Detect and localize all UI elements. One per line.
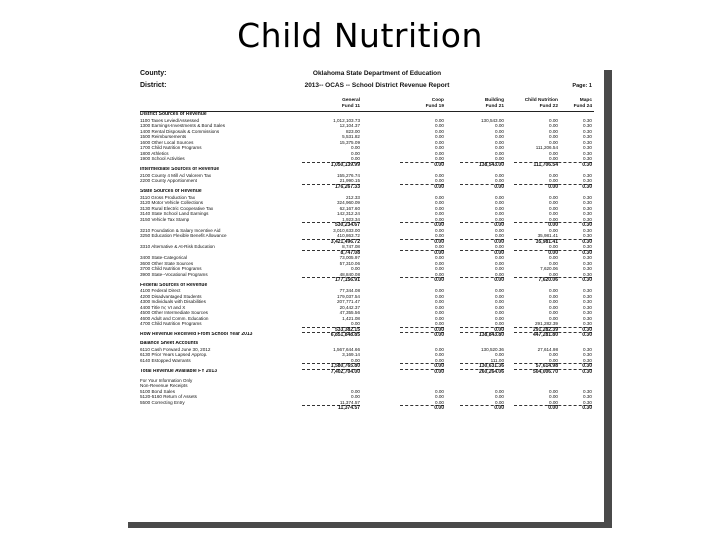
row-cell: 0.00	[435, 321, 444, 326]
row-cell: 0.00	[495, 388, 504, 394]
row-cell: 0.00	[549, 156, 558, 161]
row-cell: 0.00	[495, 233, 504, 238]
page-number: Page: 1	[572, 83, 592, 89]
row-cell: 0.00	[549, 178, 558, 183]
row-cell: 35,981.41	[514, 239, 558, 246]
row-label: 3140 State School Land Earnings	[140, 211, 209, 216]
row-label: 2200 County Apportionment	[140, 178, 197, 183]
row-label: 3210 Foundation & Salary Incentive Aid	[140, 227, 221, 233]
row-label: 1700 Child Nutrition Programs	[140, 145, 202, 150]
row-label: 5120-5160 Return of Assets	[140, 394, 197, 399]
row-cell: 0.00	[435, 310, 444, 315]
row-cell: 0.00	[435, 134, 444, 139]
row-cell: 0.00	[549, 260, 558, 266]
row-cell: 0.00	[435, 178, 444, 183]
row-cell: 0.30	[548, 369, 592, 376]
row-cell: 0.30	[548, 222, 592, 229]
row-cell: 0.00	[549, 200, 558, 205]
row-cell: 0.00	[549, 288, 558, 293]
row-label: 3900 State--Vocational Programs	[140, 271, 208, 277]
row-label: 1900 School Activities	[140, 156, 185, 161]
row-cell: 0.00	[435, 288, 444, 293]
row-cell: 0.00	[495, 255, 504, 260]
row-cell: 1,580,765.80	[302, 363, 360, 370]
column-header-coop: Coop Fund 19	[425, 98, 444, 109]
row-cell: 0.00	[549, 399, 558, 405]
row-cell: 0.30	[583, 310, 592, 315]
row-cell: 0.00	[495, 145, 504, 150]
row-cell: 0.00	[495, 266, 504, 271]
row-cell: 207,771.47	[337, 299, 360, 304]
row-cell: 0.00	[351, 145, 360, 150]
row-cell: 212.33	[345, 194, 360, 200]
row-cell: 823.00	[345, 128, 360, 134]
row-cell: 0.00	[495, 150, 504, 156]
row-cell: 0.00	[435, 200, 444, 205]
district-label: District:	[140, 82, 167, 89]
row-label: 4500 Other Intermediate Sources	[140, 310, 208, 315]
row-cell: 0.00	[495, 315, 504, 321]
row-cell: 0.30	[583, 255, 592, 260]
row-cell: 0.00	[549, 123, 558, 128]
row-cell: 0.00	[460, 184, 504, 191]
row-cell: 130,520.36	[481, 346, 504, 352]
row-label: 4300 Individuals with Disabilities	[140, 299, 206, 304]
row-cell: 0.00	[495, 310, 504, 315]
row-cell: 0.00	[351, 357, 360, 363]
row-cell: 0.00	[460, 222, 504, 229]
row-label: 2100 County 4 Mill Ad Valorem Tax	[140, 172, 212, 178]
row-label: 3120 Motor Vehicle Collections	[140, 200, 204, 205]
row-cell: 0.30	[548, 184, 592, 191]
slide-title: Child Nutrition	[237, 16, 483, 55]
row-cell: 0.00	[400, 332, 444, 339]
row-cell: 0.00	[495, 293, 504, 299]
row-cell: 142,312.24	[337, 211, 360, 216]
row-cell: 0.00	[435, 352, 444, 357]
row-cell: 0.00	[435, 244, 444, 249]
row-cell: 0.00	[435, 139, 444, 145]
row-label: 4600 Adult and Comm. Education	[140, 315, 209, 321]
row-cell: 0.30	[583, 321, 592, 326]
row-cell: 138,843.80	[460, 332, 504, 339]
row-cell: 533,382.15	[302, 327, 360, 334]
row-cell: 7,620.06	[514, 277, 558, 284]
row-cell: 0.00	[495, 394, 504, 399]
row-cell: 0.30	[583, 117, 592, 123]
row-label: 3150 Vehicle Tax Stamp	[140, 216, 190, 222]
row-label: Federal Sources of Revenue	[140, 282, 208, 288]
row-cell: 0.30	[548, 239, 592, 246]
row-cell: 57,614.98	[514, 363, 558, 370]
row-label: 3600 Other State Sources	[140, 260, 194, 266]
row-label: For Your Information Only	[140, 377, 193, 383]
row-cell: 0.00	[435, 117, 444, 123]
row-cell: 0.00	[495, 139, 504, 145]
row-cell: 0.00	[549, 388, 558, 394]
row-label: Balance Sheet Accounts	[140, 341, 199, 346]
row-cell: 0.00	[549, 299, 558, 304]
row-cell: 0.00	[514, 184, 558, 191]
row-cell: 0.00	[400, 363, 444, 370]
row-cell: 0.00	[495, 128, 504, 134]
row-cell: 0.30	[583, 346, 592, 352]
row-cell: 0.00	[400, 162, 444, 169]
row-cell: 0.00	[435, 211, 444, 216]
row-cell: 0.00	[495, 352, 504, 357]
row-cell: 0.30	[583, 227, 592, 233]
row-cell: 0.00	[549, 352, 558, 357]
row-cell: 0.30	[583, 200, 592, 205]
row-cell: 176,267.33	[302, 184, 360, 191]
row-cell: 0.30	[583, 216, 592, 222]
row-cell: 0.00	[351, 321, 360, 326]
row-cell: 0.00	[460, 277, 504, 284]
row-cell: 0.00	[549, 139, 558, 145]
row-cell: 0.00	[400, 250, 444, 257]
row-cell: 0.30	[583, 293, 592, 299]
row-cell: 5,531.82	[342, 134, 360, 139]
row-cell: 0.30	[583, 172, 592, 178]
row-cell: 0.00	[495, 205, 504, 211]
agency-name: Oklahoma State Department of Education	[312, 70, 442, 77]
row-cell: 0.00	[549, 117, 558, 123]
row-cell: 0.00	[400, 405, 444, 412]
row-cell: 130,631.36	[460, 363, 504, 370]
row-cell: 0.30	[548, 250, 592, 257]
row-cell: 0.30	[583, 399, 592, 405]
row-cell: 0.00	[549, 310, 558, 315]
row-cell: 0.30	[583, 304, 592, 310]
row-cell: 0.00	[435, 260, 444, 266]
row-cell: 0.00	[495, 299, 504, 304]
row-label: 3400 State-Categorical	[140, 255, 187, 260]
row-cell: 447,281.80	[514, 332, 558, 339]
row-cell: 0.30	[583, 205, 592, 211]
row-cell: 0.00	[495, 134, 504, 139]
row-cell: 0.00	[460, 405, 504, 412]
row-cell: 0.00	[351, 150, 360, 156]
row-cell: 0.30	[583, 288, 592, 293]
row-cell: 0.30	[583, 233, 592, 238]
row-cell: 0.30	[583, 145, 592, 150]
row-cell: 0.00	[435, 227, 444, 233]
row-cell: 0.00	[435, 255, 444, 260]
row-cell: 0.00	[549, 227, 558, 233]
row-label: 3700 Child Nutrition Programs	[140, 266, 202, 271]
row-label: 6130 Prior Years Lapsed Approp.	[140, 352, 208, 357]
row-cell: 0.00	[549, 150, 558, 156]
row-label: 4400 Title IV, VI and X	[140, 304, 186, 310]
row-cell: 27,614.98	[537, 346, 558, 352]
row-cell: 410,863.72	[337, 233, 360, 238]
row-cell: 0.00	[435, 233, 444, 238]
row-cell: 35,981.41	[537, 233, 558, 238]
row-cell: 1,012,103.73	[333, 117, 360, 123]
row-label: Non-Revenue Receipts	[140, 383, 188, 388]
row-cell: 0.00	[400, 327, 444, 334]
row-cell: 0.00	[351, 266, 360, 271]
row-cell: 0.30	[583, 244, 592, 249]
row-cell: 0.30	[548, 405, 592, 412]
row-cell: 0.00	[495, 288, 504, 293]
row-cell: 0.00	[460, 327, 504, 334]
row-cell: 1,050,139.99	[302, 162, 360, 169]
row-cell: 0.00	[495, 200, 504, 205]
row-cell: 0.00	[435, 216, 444, 222]
row-cell: 0.00	[351, 388, 360, 394]
row-cell: 0.00	[549, 304, 558, 310]
row-cell: 504,006.70	[514, 369, 558, 376]
row-cell: 0.30	[583, 299, 592, 304]
row-cell: 12,104.37	[339, 123, 360, 128]
row-cell: 0.00	[514, 405, 558, 412]
row-cell: 111.00	[490, 357, 504, 363]
row-label: 6110 Cash Forward June 30, 2012	[140, 346, 211, 352]
row-cell: 7,402,704.00	[302, 369, 360, 376]
row-cell: 179,037.54	[337, 293, 360, 299]
row-cell: 291,282.39	[514, 327, 558, 334]
row-cell: 0.00	[435, 145, 444, 150]
row-cell: 20,442.37	[339, 304, 360, 310]
row-label: State Sources of Revenue	[140, 189, 202, 194]
row-cell: 0.30	[548, 332, 592, 339]
row-cell: 0.30	[583, 211, 592, 216]
row-cell: 0.00	[549, 394, 558, 399]
row-cell: 21,990.15	[339, 178, 360, 183]
row-cell: 0.00	[351, 394, 360, 399]
row-cell: 0.00	[435, 304, 444, 310]
row-cell: 0.00	[400, 239, 444, 246]
row-cell: 0.00	[435, 150, 444, 156]
row-cell: 0.00	[549, 293, 558, 299]
row-label: 3110 Gross Production Tax	[140, 194, 195, 200]
row-cell: 0.00	[495, 227, 504, 233]
row-cell: 0.00	[549, 128, 558, 134]
row-label: 5500 Correcting Entry	[140, 399, 185, 405]
row-label: Row Revenue Received From School Year 2013	[140, 332, 253, 337]
row-cell: 130,543.00	[481, 117, 504, 123]
row-cell: 73,005.97	[339, 255, 360, 260]
row-cell: 3,421,496.72	[302, 239, 360, 246]
row-cell: 0.30	[583, 315, 592, 321]
row-cell: 0.00	[495, 123, 504, 128]
row-cell: 0.00	[514, 222, 558, 229]
row-cell: 15,375.09	[339, 139, 360, 145]
row-cell: 0.00	[435, 293, 444, 299]
row-label: 4100 Federal Direct	[140, 288, 181, 293]
row-cell: 0.00	[400, 184, 444, 191]
row-cell: 0.30	[583, 150, 592, 156]
row-cell: 0.00	[435, 399, 444, 405]
row-cell: 0.30	[548, 327, 592, 334]
row-cell: 47,355.56	[339, 310, 360, 315]
row-cell: 0.30	[583, 394, 592, 399]
row-cell: 0.30	[583, 123, 592, 128]
row-cell: 0.00	[435, 388, 444, 394]
report-title: 2013-- OCAS -- School District Revenue Report	[304, 82, 450, 89]
row-label: 1500 Reimbursements	[140, 134, 187, 139]
row-cell: 0.30	[583, 388, 592, 394]
row-cell: 0.00	[495, 244, 504, 249]
column-header-building: Building Fund 21	[484, 98, 504, 109]
row-cell: 0.00	[435, 266, 444, 271]
row-cell: 11,374.57	[302, 405, 360, 412]
row-label: Total Revenue Available FY 2013	[140, 368, 217, 374]
row-cell: 0.00	[495, 178, 504, 183]
row-cell: 0.00	[495, 321, 504, 326]
row-cell: 3,010,633.00	[333, 227, 360, 233]
row-cell: 0.30	[583, 156, 592, 161]
row-cell: 6,851,848.85	[302, 332, 360, 339]
row-cell: 324,960.09	[337, 200, 360, 205]
row-label: 3130 Rural Electric Cooperative Tax	[140, 205, 214, 211]
row-cell: 0.30	[583, 128, 592, 134]
row-cell: 0.00	[435, 205, 444, 211]
row-cell: 0.00	[460, 239, 504, 246]
revenue-report-page	[122, 62, 604, 522]
row-cell: 0.00	[549, 216, 558, 222]
row-cell: 0.30	[583, 139, 592, 145]
row-cell: 0.00	[549, 172, 558, 178]
row-cell: 0.00	[549, 211, 558, 216]
row-cell: 0.30	[583, 260, 592, 266]
row-cell: 111,206.54	[535, 145, 558, 150]
row-cell: 11,374.57	[339, 399, 360, 405]
column-header-mapc: Mapc Fund 24	[573, 98, 592, 109]
row-cell: 0.00	[435, 123, 444, 128]
row-cell: 0.00	[495, 156, 504, 161]
row-cell: 0.00	[549, 244, 558, 249]
row-cell: 291,282.39	[535, 321, 558, 326]
column-header-child-nutrition: Child Nutrition Fund 22	[524, 98, 558, 109]
row-cell: 0.00	[435, 357, 444, 363]
row-cell: 8,747.08	[342, 244, 360, 249]
row-label: District Sources of Revenue	[140, 112, 207, 117]
row-cell: 7,620.06	[540, 266, 558, 271]
row-cell: 530,234.67	[302, 222, 360, 229]
row-label: 5100 Bond Sales	[140, 388, 175, 394]
row-cell: 0.00	[495, 172, 504, 178]
row-cell: 77,344.08	[339, 288, 360, 293]
subtotal-row	[122, 405, 604, 411]
row-cell: 1,567,644.66	[333, 346, 360, 352]
row-cell: 0.00	[549, 271, 558, 277]
row-label: 6140 Estopped Warrants	[140, 357, 191, 363]
row-cell: 138,543.00	[460, 162, 504, 169]
row-cell: 0.00	[351, 156, 360, 161]
row-cell: 0.00	[495, 304, 504, 310]
row-cell: 62,167.60	[339, 205, 360, 211]
row-cell: 57,310.06	[339, 260, 360, 266]
row-cell: 155,276.74	[337, 172, 360, 178]
row-label: 1600 Other Local Sources	[140, 139, 194, 145]
report-rows	[122, 112, 604, 411]
row-cell: 0.30	[583, 271, 592, 277]
row-label: 1800 Athletics	[140, 150, 169, 156]
row-cell: 0.00	[400, 369, 444, 376]
row-cell: 0.00	[549, 205, 558, 211]
row-cell: 0.00	[435, 271, 444, 277]
row-cell: 0.30	[583, 352, 592, 357]
row-label: Intermediate Sources of Revenue	[140, 167, 220, 172]
row-cell: 48,840.08	[339, 271, 360, 277]
row-cell: 0.00	[549, 357, 558, 363]
row-cell: 0.00	[435, 194, 444, 200]
row-label: 1100 Taxes Levied/Assessed	[140, 117, 200, 123]
row-cell: 1,421.08	[342, 315, 360, 321]
row-cell: 0.00	[435, 346, 444, 352]
row-cell: 0.00	[495, 194, 504, 200]
row-cell: 0.00	[495, 216, 504, 222]
row-cell: 0.00	[495, 399, 504, 405]
row-cell: 177,156.91	[302, 277, 360, 284]
row-label: 3310 Alternative & At-Risk Education	[140, 244, 215, 249]
row-cell: 0.00	[435, 172, 444, 178]
row-label: 1300 Earnings-Investments & Bond Sales	[140, 123, 226, 128]
row-cell: 0.30	[583, 357, 592, 363]
row-cell: 0.30	[583, 266, 592, 271]
row-label: 4700 Child Nutrition Programs	[140, 321, 202, 326]
row-cell: 0.00	[549, 315, 558, 321]
row-cell: 0.30	[583, 194, 592, 200]
row-label: 1400 Rental Disposals & Commissions	[140, 128, 220, 134]
row-cell: 0.00	[495, 211, 504, 216]
row-cell: 0.00	[549, 134, 558, 139]
row-cell: 260,264.06	[460, 369, 504, 376]
row-cell: 0.30	[548, 162, 592, 169]
row-cell: 0.00	[435, 315, 444, 321]
row-cell: 0.00	[549, 194, 558, 200]
row-cell: 0.00	[495, 271, 504, 277]
row-cell: 0.00	[549, 255, 558, 260]
row-cell: 0.00	[435, 128, 444, 134]
row-cell: 0.30	[548, 277, 592, 284]
row-cell: 0.00	[495, 260, 504, 266]
row-cell: 0.00	[435, 394, 444, 399]
row-cell: 0.00	[400, 222, 444, 229]
row-cell: 0.00	[400, 277, 444, 284]
row-cell: 1,923.34	[342, 216, 360, 222]
row-cell: 0.00	[514, 250, 558, 257]
row-cell: 0.00	[460, 250, 504, 257]
row-cell: 8,747.08	[302, 250, 360, 257]
row-cell: 3,169.14	[342, 352, 360, 357]
row-cell: 0.30	[583, 178, 592, 183]
row-label: 4200 Disadvantaged Students	[140, 293, 202, 299]
row-cell: 0.30	[548, 363, 592, 370]
row-cell: 0.30	[583, 134, 592, 139]
row-cell: 0.00	[435, 299, 444, 304]
row-label: 3250 Education Flexible Benefit Allowance	[140, 233, 227, 238]
column-header-general: General Fund 11	[341, 98, 360, 109]
row-cell: 111,706.54	[514, 162, 558, 169]
county-label: County:	[140, 70, 167, 77]
row-cell: 0.00	[435, 156, 444, 161]
